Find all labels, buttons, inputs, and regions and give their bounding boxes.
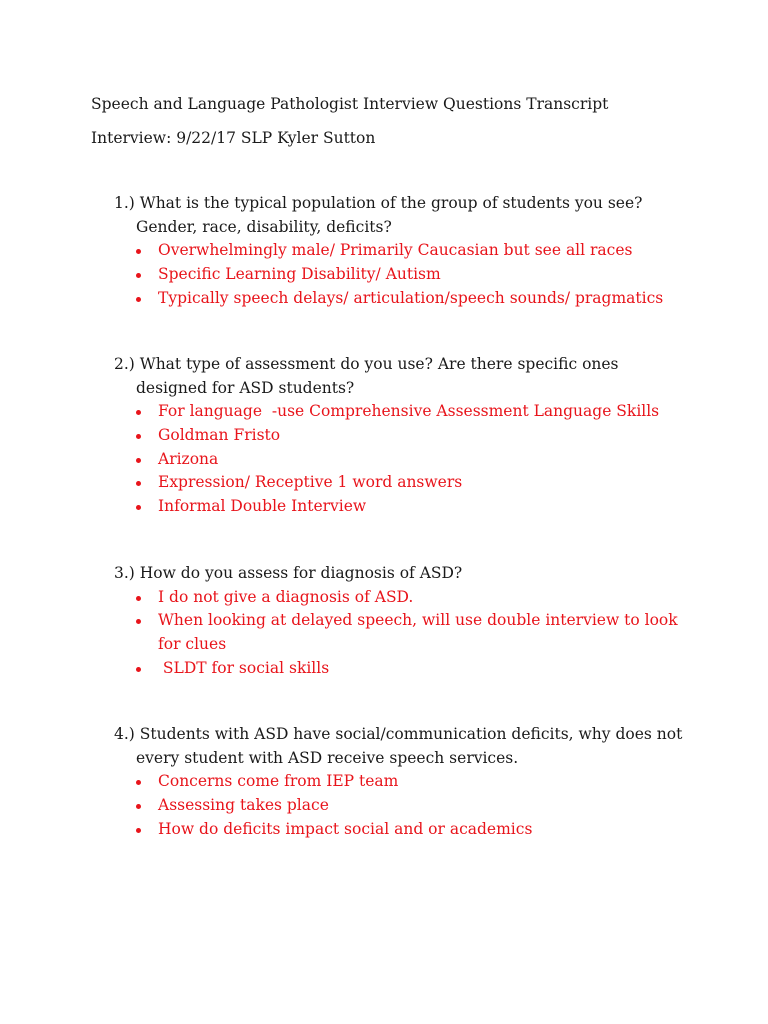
bullet-icon [136, 667, 141, 672]
answer-item: Arizona [114, 448, 694, 472]
bullet-icon [136, 458, 141, 463]
answer-list [114, 239, 694, 310]
answer-item: Assessing takes place [114, 794, 694, 818]
bullet-icon [136, 619, 141, 624]
bullet-icon [136, 505, 141, 510]
question-1 [114, 192, 694, 310]
bullet-icon [136, 273, 141, 278]
bullet-icon [136, 481, 141, 486]
bullet-icon [136, 410, 141, 415]
answer-item: Typically speech delays/ articulation/speech sounds/ pragmatics [114, 287, 694, 311]
bullet-icon [136, 828, 141, 833]
answer-item: How do deficits impact social and or academics [114, 818, 694, 842]
answer-item: I do not give a diagnosis of ASD. [114, 586, 694, 610]
question-text: 1.) What is the typical population of the group of students you see? Gender, race, disability, deficits? [114, 194, 643, 236]
answer-item: Goldman Fristo [114, 424, 694, 448]
bullet-icon [136, 434, 141, 439]
answer-item: For language -use Comprehensive Assessment Language Skills [114, 400, 694, 424]
bullet-icon [136, 249, 141, 254]
interview-subtitle: Interview: 9/22/17 SLP Kyler Sutton [91, 129, 376, 147]
answer-list [114, 586, 694, 681]
answer-item: Expression/ Receptive 1 word answers [114, 471, 694, 495]
answer-list [114, 770, 694, 841]
answer-item: Overwhelmingly male/ Primarily Caucasian but see all races [114, 239, 694, 263]
question-text: 3.) How do you assess for diagnosis of ASD? [114, 564, 463, 582]
answer-item: SLDT for social skills [114, 657, 694, 681]
question-text: 2.) What type of assessment do you use? Are there specific ones designed for ASD students? [114, 355, 619, 397]
bullet-icon [136, 780, 141, 785]
question-text: 4.) Students with ASD have social/communication deficits, why does not every student with ASD receive speech services. [114, 725, 683, 767]
bullet-icon [136, 297, 141, 302]
question-4 [114, 723, 694, 841]
answer-item: Specific Learning Disability/ Autism [114, 263, 694, 287]
bullet-icon [136, 804, 141, 809]
document-title: Speech and Language Pathologist Interview Questions Transcript [91, 95, 609, 113]
answer-item: When looking at delayed speech, will use double interview to look for clues [114, 609, 694, 657]
answer-item: Concerns come from IEP team [114, 770, 694, 794]
answer-list [114, 400, 694, 519]
bullet-icon [136, 596, 141, 601]
question-3 [114, 562, 694, 681]
answer-item: Informal Double Interview [114, 495, 694, 519]
question-2 [114, 353, 694, 519]
